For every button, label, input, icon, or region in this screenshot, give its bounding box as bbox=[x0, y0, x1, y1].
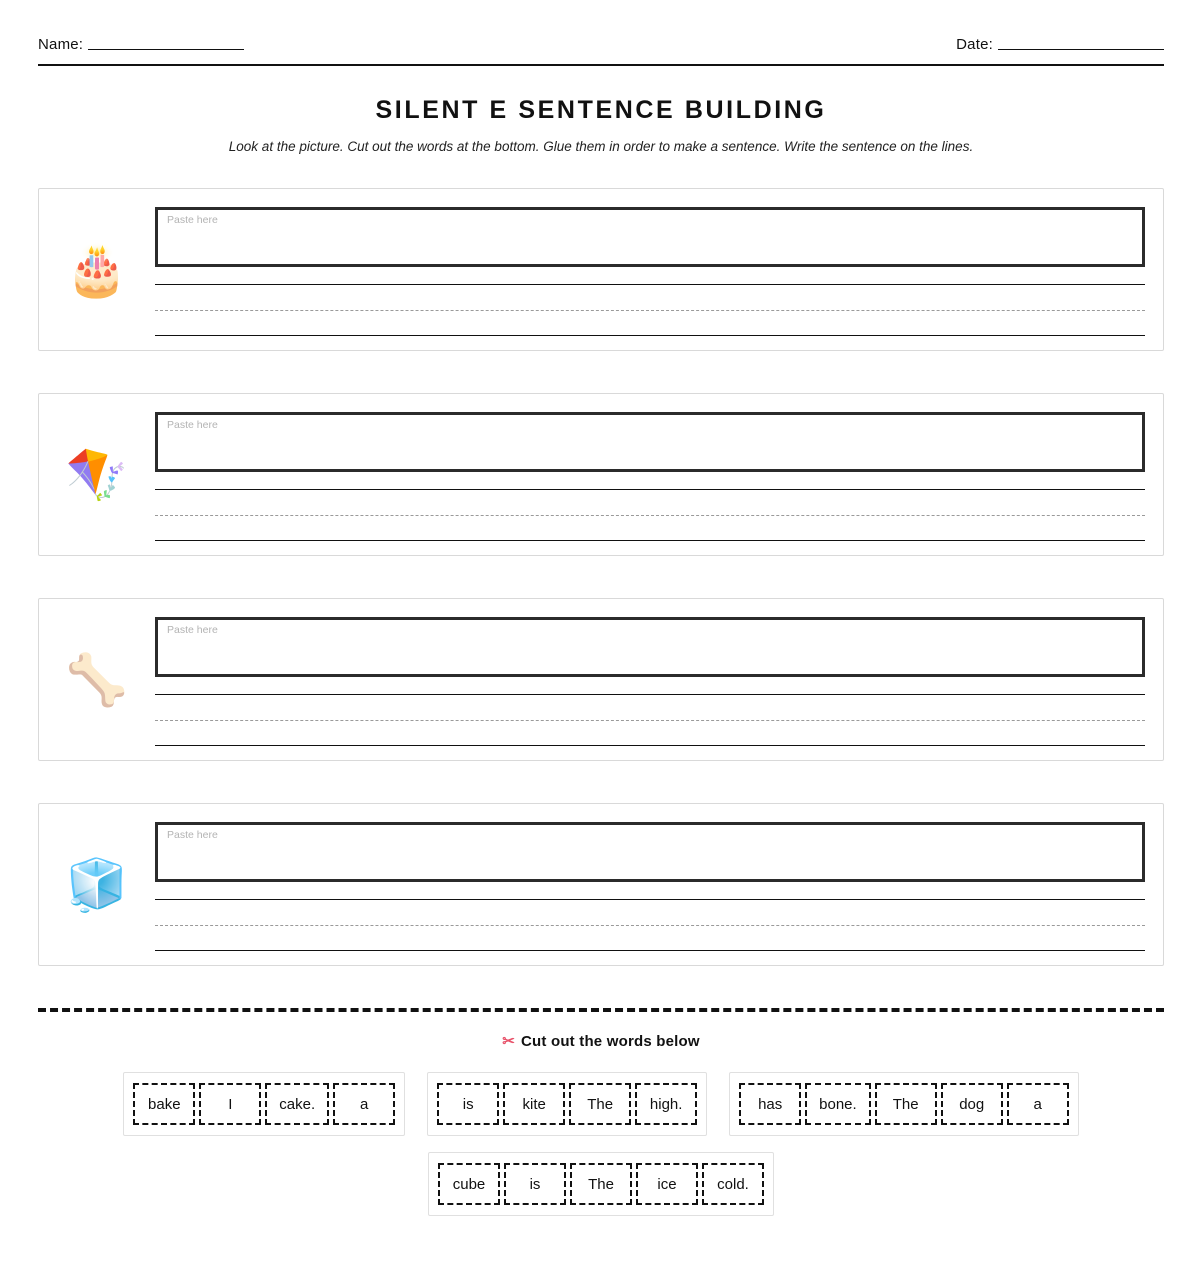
name-write-line[interactable] bbox=[88, 49, 244, 50]
date-label: Date: bbox=[956, 36, 993, 53]
handwriting-baseline bbox=[155, 335, 1145, 336]
paste-area[interactable] bbox=[155, 617, 1145, 677]
paste-area[interactable] bbox=[155, 207, 1145, 267]
date-field-group bbox=[956, 36, 1164, 53]
word-card[interactable]: The bbox=[875, 1083, 937, 1125]
handwriting-baseline bbox=[155, 950, 1145, 951]
exercise-work-area bbox=[155, 189, 1163, 350]
word-card[interactable]: ice bbox=[636, 1163, 698, 1205]
name-field-group bbox=[38, 36, 244, 53]
ice-cube-emoji: 🧊 bbox=[65, 856, 129, 913]
name-date-row bbox=[38, 0, 1164, 53]
word-bank-row bbox=[38, 1152, 1164, 1216]
handwriting-baseline bbox=[155, 489, 1145, 490]
word-card[interactable]: dog bbox=[941, 1083, 1003, 1125]
handwriting-baseline bbox=[155, 745, 1145, 746]
paste-area[interactable] bbox=[155, 412, 1145, 472]
paste-area[interactable] bbox=[155, 822, 1145, 882]
handwriting-lines[interactable] bbox=[155, 284, 1145, 338]
word-card[interactable]: is bbox=[437, 1083, 499, 1125]
exercise-work-area bbox=[155, 804, 1163, 965]
word-card[interactable]: The bbox=[569, 1083, 631, 1125]
handwriting-lines[interactable] bbox=[155, 899, 1145, 953]
handwriting-midline bbox=[155, 720, 1145, 721]
handwriting-lines[interactable] bbox=[155, 694, 1145, 748]
word-card[interactable]: cube bbox=[438, 1163, 500, 1205]
word-card[interactable]: a bbox=[1007, 1083, 1069, 1125]
exercise-card bbox=[38, 188, 1164, 351]
page-title: SILENT E SENTENCE BUILDING bbox=[375, 96, 827, 124]
handwriting-midline bbox=[155, 925, 1145, 926]
paste-hint-label: Paste here bbox=[167, 624, 218, 636]
word-card[interactable]: has bbox=[739, 1083, 801, 1125]
paste-hint-label: Paste here bbox=[167, 419, 218, 431]
exercise-work-area bbox=[155, 599, 1163, 760]
handwriting-baseline bbox=[155, 694, 1145, 695]
word-card[interactable]: cold. bbox=[702, 1163, 764, 1205]
handwriting-midline bbox=[155, 310, 1145, 311]
word-card[interactable]: is bbox=[504, 1163, 566, 1205]
word-group bbox=[729, 1072, 1079, 1136]
word-bank-row bbox=[38, 1072, 1164, 1136]
handwriting-baseline bbox=[155, 284, 1145, 285]
word-group bbox=[123, 1072, 405, 1136]
cut-section-heading-label: Cut out the words below bbox=[521, 1033, 700, 1050]
paste-hint-label: Paste here bbox=[167, 214, 218, 226]
word-bank bbox=[38, 1050, 1164, 1216]
date-write-line[interactable] bbox=[998, 49, 1164, 50]
name-label: Name: bbox=[38, 36, 84, 53]
exercise-card bbox=[38, 598, 1164, 761]
word-card[interactable]: cake. bbox=[265, 1083, 329, 1125]
instructions-text: Look at the picture. Cut out the words at the bottom. Glue them in order to make a sentence. Write the sentence on the lines. bbox=[228, 139, 974, 154]
exercise-card bbox=[38, 393, 1164, 556]
word-group bbox=[428, 1152, 774, 1216]
word-group bbox=[427, 1072, 707, 1136]
word-card[interactable]: high. bbox=[635, 1083, 697, 1125]
word-card[interactable]: The bbox=[570, 1163, 632, 1205]
word-card[interactable]: bake bbox=[133, 1083, 195, 1125]
handwriting-midline bbox=[155, 515, 1145, 516]
exercise-work-area bbox=[155, 394, 1163, 555]
paste-hint-label: Paste here bbox=[167, 829, 218, 841]
word-card[interactable]: bone. bbox=[805, 1083, 871, 1125]
kite-emoji: 🪁 bbox=[65, 446, 129, 503]
birthday-cake-emoji: 🎂 bbox=[65, 241, 129, 298]
handwriting-lines[interactable] bbox=[155, 489, 1145, 543]
cut-section-heading bbox=[38, 1012, 1164, 1050]
bone-emoji: 🦴 bbox=[65, 651, 129, 708]
exercise-card bbox=[38, 803, 1164, 966]
word-card[interactable]: kite bbox=[503, 1083, 565, 1125]
handwriting-baseline bbox=[155, 540, 1145, 541]
scissors-icon: ✂ bbox=[502, 1033, 515, 1050]
word-card[interactable]: I bbox=[199, 1083, 261, 1125]
handwriting-baseline bbox=[155, 899, 1145, 900]
exercise-list bbox=[38, 188, 1164, 966]
word-card[interactable]: a bbox=[333, 1083, 395, 1125]
